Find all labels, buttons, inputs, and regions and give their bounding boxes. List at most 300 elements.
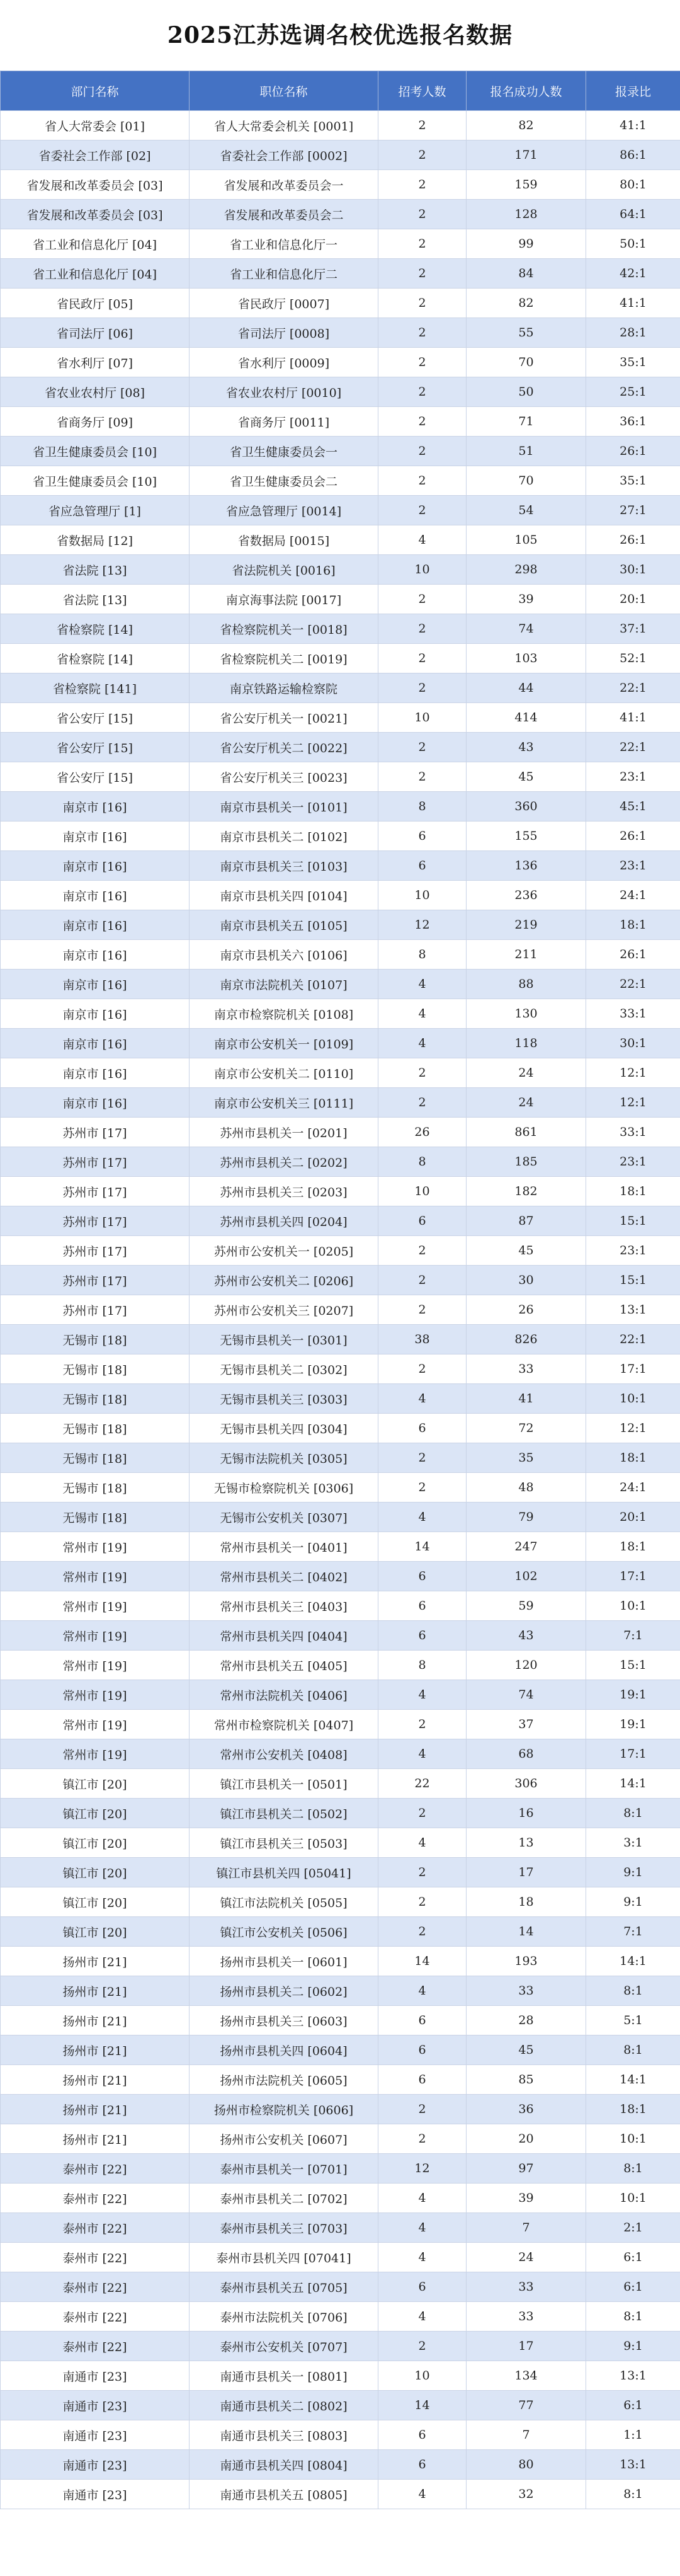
cell-applicants: 70 — [467, 348, 586, 377]
table-row — [1, 1147, 680, 1177]
cell-position: 苏州市县机关二 [0202] — [190, 1147, 378, 1177]
cell-applicants: 17 — [467, 1858, 586, 1887]
cell-department: 省发展和改革委员会 [03] — [1, 200, 190, 229]
cell-applicants: 84 — [467, 259, 586, 289]
cell-applicants: 74 — [467, 614, 586, 644]
cell-quota: 2 — [378, 673, 467, 703]
cell-ratio: 23:1 — [586, 851, 680, 881]
cell-position: 镇江市公安机关 [0506] — [190, 1917, 378, 1947]
cell-department: 无锡市 [18] — [1, 1384, 190, 1414]
cell-quota: 2 — [378, 644, 467, 673]
table-row — [1, 2332, 680, 2361]
cell-quota: 6 — [378, 2065, 467, 2095]
cell-ratio: 8:1 — [586, 1976, 680, 2006]
cell-position: 南京市县机关四 [0104] — [190, 881, 378, 910]
cell-department: 省司法厅 [06] — [1, 318, 190, 348]
table-row — [1, 2184, 680, 2213]
table-row — [1, 1828, 680, 1858]
cell-department: 省应急管理厅 [1] — [1, 496, 190, 525]
cell-position: 常州市县机关二 [0402] — [190, 1562, 378, 1591]
cell-applicants: 82 — [467, 289, 586, 318]
cell-department: 省检察院 [14] — [1, 644, 190, 673]
table-row — [1, 289, 680, 318]
table-row — [1, 1917, 680, 1947]
table-row — [1, 2450, 680, 2480]
cell-applicants: 360 — [467, 792, 586, 821]
cell-applicants: 99 — [467, 229, 586, 259]
table-row — [1, 1443, 680, 1473]
cell-position: 苏州市县机关一 [0201] — [190, 1118, 378, 1147]
cell-position: 省公安厅机关一 [0021] — [190, 703, 378, 733]
cell-ratio: 9:1 — [586, 1887, 680, 1917]
table-row — [1, 377, 680, 407]
table-row — [1, 1621, 680, 1651]
cell-position: 省检察院机关二 [0019] — [190, 644, 378, 673]
cell-applicants: 20 — [467, 2124, 586, 2154]
cell-quota: 8 — [378, 792, 467, 821]
cell-applicants: 32 — [467, 2480, 586, 2509]
cell-quota: 2 — [378, 762, 467, 792]
table-row — [1, 1088, 680, 1118]
cell-department: 泰州市 [22] — [1, 2154, 190, 2184]
cell-department: 南京市 [16] — [1, 881, 190, 910]
cell-ratio: 3:1 — [586, 1828, 680, 1858]
table-row — [1, 525, 680, 555]
cell-department: 泰州市 [22] — [1, 2243, 190, 2272]
cell-ratio: 35:1 — [586, 466, 680, 496]
cell-department: 镇江市 [20] — [1, 1828, 190, 1858]
cell-department: 南京市 [16] — [1, 999, 190, 1029]
cell-position: 苏州市公安机关三 [0207] — [190, 1295, 378, 1325]
cell-applicants: 71 — [467, 407, 586, 437]
cell-ratio: 8:1 — [586, 2154, 680, 2184]
cell-department: 省民政厅 [05] — [1, 289, 190, 318]
table-row — [1, 2391, 680, 2420]
cell-department: 无锡市 [18] — [1, 1414, 190, 1443]
table-row — [1, 703, 680, 733]
table-row — [1, 1384, 680, 1414]
cell-applicants: 136 — [467, 851, 586, 881]
cell-position: 省公安厅机关三 [0023] — [190, 762, 378, 792]
cell-ratio: 15:1 — [586, 1206, 680, 1236]
cell-quota: 2 — [378, 377, 467, 407]
cell-position: 省水利厅 [0009] — [190, 348, 378, 377]
cell-applicants: 48 — [467, 1473, 586, 1503]
cell-department: 省委社会工作部 [02] — [1, 140, 190, 170]
cell-applicants: 171 — [467, 140, 586, 170]
cell-quota: 2 — [378, 2332, 467, 2361]
cell-department: 省商务厅 [09] — [1, 407, 190, 437]
table-row — [1, 1266, 680, 1295]
cell-position: 南京铁路运输检察院 — [190, 673, 378, 703]
cell-department: 苏州市 [17] — [1, 1266, 190, 1295]
table-row — [1, 555, 680, 585]
table-row — [1, 407, 680, 437]
cell-ratio: 15:1 — [586, 1266, 680, 1295]
cell-quota: 4 — [378, 1384, 467, 1414]
cell-department: 泰州市 [22] — [1, 2302, 190, 2332]
cell-department: 苏州市 [17] — [1, 1295, 190, 1325]
cell-ratio: 10:1 — [586, 2184, 680, 2213]
cell-ratio: 12:1 — [586, 1088, 680, 1118]
cell-position: 常州市县机关一 [0401] — [190, 1532, 378, 1562]
table-row — [1, 200, 680, 229]
cell-department: 泰州市 [22] — [1, 2272, 190, 2302]
cell-applicants: 88 — [467, 970, 586, 999]
table-row — [1, 259, 680, 289]
table-row — [1, 1858, 680, 1887]
cell-applicants: 33 — [467, 2302, 586, 2332]
table-row — [1, 2272, 680, 2302]
cell-ratio: 8:1 — [586, 2480, 680, 2509]
cell-department: 常州市 [19] — [1, 1591, 190, 1621]
cell-quota: 4 — [378, 999, 467, 1029]
cell-applicants: 45 — [467, 1236, 586, 1266]
table-row — [1, 1236, 680, 1266]
cell-ratio: 17:1 — [586, 1739, 680, 1769]
cell-quota: 2 — [378, 1295, 467, 1325]
page-title: 2025江苏选调名校优选报名数据 — [167, 22, 513, 49]
cell-ratio: 19:1 — [586, 1680, 680, 1710]
cell-department: 省法院 [13] — [1, 585, 190, 614]
cell-ratio: 35:1 — [586, 348, 680, 377]
table-row — [1, 910, 680, 940]
cell-applicants: 219 — [467, 910, 586, 940]
column-header-quota: 招考人数 — [378, 71, 467, 111]
cell-ratio: 8:1 — [586, 2035, 680, 2065]
cell-position: 扬州市公安机关 [0607] — [190, 2124, 378, 2154]
cell-position: 南京市县机关六 [0106] — [190, 940, 378, 970]
cell-department: 省水利厅 [07] — [1, 348, 190, 377]
cell-applicants: 54 — [467, 496, 586, 525]
cell-applicants: 50 — [467, 377, 586, 407]
cell-ratio: 23:1 — [586, 1147, 680, 1177]
table-row — [1, 466, 680, 496]
cell-position: 南通市县机关三 [0803] — [190, 2420, 378, 2450]
column-header-ratio: 报录比 — [586, 71, 680, 111]
table-row — [1, 733, 680, 762]
cell-applicants: 118 — [467, 1029, 586, 1058]
table-row — [1, 1562, 680, 1591]
cell-quota: 10 — [378, 1177, 467, 1206]
cell-quota: 14 — [378, 1947, 467, 1976]
cell-quota: 6 — [378, 2272, 467, 2302]
cell-ratio: 26:1 — [586, 437, 680, 466]
table-row — [1, 2480, 680, 2509]
cell-ratio: 17:1 — [586, 1562, 680, 1591]
cell-applicants: 103 — [467, 644, 586, 673]
cell-quota: 2 — [378, 1443, 467, 1473]
cell-applicants: 59 — [467, 1591, 586, 1621]
cell-position: 省发展和改革委员会一 — [190, 170, 378, 200]
cell-ratio: 18:1 — [586, 2095, 680, 2124]
cell-position: 镇江市县机关二 [0502] — [190, 1799, 378, 1828]
cell-position: 省农业农村厅 [0010] — [190, 377, 378, 407]
cell-department: 南京市 [16] — [1, 970, 190, 999]
cell-department: 镇江市 [20] — [1, 1887, 190, 1917]
cell-position: 苏州市公安机关二 [0206] — [190, 1266, 378, 1295]
cell-applicants: 79 — [467, 1503, 586, 1532]
cell-applicants: 13 — [467, 1828, 586, 1858]
table-row — [1, 1532, 680, 1562]
cell-ratio: 18:1 — [586, 910, 680, 940]
cell-department: 无锡市 [18] — [1, 1473, 190, 1503]
cell-applicants: 68 — [467, 1739, 586, 1769]
cell-quota: 22 — [378, 1769, 467, 1799]
cell-position: 南京市公安机关一 [0109] — [190, 1029, 378, 1058]
cell-applicants: 77 — [467, 2391, 586, 2420]
table-row — [1, 1799, 680, 1828]
cell-applicants: 18 — [467, 1887, 586, 1917]
cell-quota: 2 — [378, 1917, 467, 1947]
cell-quota: 2 — [378, 170, 467, 200]
cell-position: 省应急管理厅 [0014] — [190, 496, 378, 525]
cell-ratio: 28:1 — [586, 318, 680, 348]
table-row — [1, 1058, 680, 1088]
cell-department: 南通市 [23] — [1, 2361, 190, 2391]
table-row — [1, 1325, 680, 1354]
cell-applicants: 134 — [467, 2361, 586, 2391]
cell-applicants: 39 — [467, 585, 586, 614]
cell-quota: 2 — [378, 318, 467, 348]
cell-ratio: 17:1 — [586, 1354, 680, 1384]
cell-position: 南京市公安机关二 [0110] — [190, 1058, 378, 1088]
cell-quota: 8 — [378, 1651, 467, 1680]
cell-applicants: 36 — [467, 2095, 586, 2124]
cell-position: 南京海事法院 [0017] — [190, 585, 378, 614]
cell-position: 扬州市法院机关 [0605] — [190, 2065, 378, 2095]
cell-department: 苏州市 [17] — [1, 1177, 190, 1206]
cell-ratio: 33:1 — [586, 999, 680, 1029]
cell-department: 省检察院 [14] — [1, 614, 190, 644]
cell-department: 泰州市 [22] — [1, 2332, 190, 2361]
cell-applicants: 24 — [467, 2243, 586, 2272]
cell-ratio: 13:1 — [586, 2450, 680, 2480]
cell-department: 省数据局 [12] — [1, 525, 190, 555]
cell-position: 南京市县机关一 [0101] — [190, 792, 378, 821]
cell-quota: 2 — [378, 348, 467, 377]
cell-ratio: 18:1 — [586, 1177, 680, 1206]
cell-position: 扬州市检察院机关 [0606] — [190, 2095, 378, 2124]
cell-quota: 4 — [378, 2184, 467, 2213]
cell-quota: 14 — [378, 1532, 467, 1562]
cell-ratio: 10:1 — [586, 1591, 680, 1621]
cell-position: 南京市县机关五 [0105] — [190, 910, 378, 940]
cell-position: 镇江市县机关四 [05041] — [190, 1858, 378, 1887]
cell-ratio: 36:1 — [586, 407, 680, 437]
cell-quota: 2 — [378, 259, 467, 289]
cell-position: 泰州市公安机关 [0707] — [190, 2332, 378, 2361]
cell-applicants: 236 — [467, 881, 586, 910]
cell-ratio: 20:1 — [586, 585, 680, 614]
cell-position: 镇江市县机关一 [0501] — [190, 1769, 378, 1799]
cell-applicants: 193 — [467, 1947, 586, 1976]
cell-department: 省公安厅 [15] — [1, 733, 190, 762]
cell-quota: 12 — [378, 2154, 467, 2184]
cell-applicants: 306 — [467, 1769, 586, 1799]
table-row — [1, 496, 680, 525]
cell-ratio: 42:1 — [586, 259, 680, 289]
column-header-department: 部门名称 — [1, 71, 190, 111]
cell-position: 省公安厅机关二 [0022] — [190, 733, 378, 762]
table-row — [1, 1414, 680, 1443]
cell-ratio: 22:1 — [586, 673, 680, 703]
cell-quota: 6 — [378, 821, 467, 851]
cell-quota: 4 — [378, 1828, 467, 1858]
cell-quota: 4 — [378, 1739, 467, 1769]
cell-department: 省工业和信息化厅 [04] — [1, 259, 190, 289]
cell-position: 无锡市法院机关 [0305] — [190, 1443, 378, 1473]
cell-ratio: 10:1 — [586, 2124, 680, 2154]
cell-position: 扬州市县机关一 [0601] — [190, 1947, 378, 1976]
cell-position: 泰州市县机关四 [07041] — [190, 2243, 378, 2272]
cell-quota: 4 — [378, 2480, 467, 2509]
column-header-position: 职位名称 — [190, 71, 378, 111]
cell-ratio: 8:1 — [586, 2302, 680, 2332]
table-row — [1, 170, 680, 200]
cell-department: 省卫生健康委员会 [10] — [1, 437, 190, 466]
cell-quota: 2 — [378, 289, 467, 318]
cell-applicants: 85 — [467, 2065, 586, 2095]
cell-department: 苏州市 [17] — [1, 1206, 190, 1236]
table-row — [1, 2213, 680, 2243]
cell-ratio: 5:1 — [586, 2006, 680, 2035]
cell-position: 泰州市县机关三 [0703] — [190, 2213, 378, 2243]
cell-applicants: 44 — [467, 673, 586, 703]
cell-applicants: 102 — [467, 1562, 586, 1591]
cell-position: 泰州市县机关五 [0705] — [190, 2272, 378, 2302]
cell-applicants: 14 — [467, 1917, 586, 1947]
cell-ratio: 10:1 — [586, 1384, 680, 1414]
cell-position: 南通市县机关四 [0804] — [190, 2450, 378, 2480]
cell-position: 南通市县机关二 [0802] — [190, 2391, 378, 2420]
table-row — [1, 318, 680, 348]
cell-applicants: 28 — [467, 2006, 586, 2035]
cell-position: 南京市县机关三 [0103] — [190, 851, 378, 881]
table-row — [1, 2302, 680, 2332]
cell-position: 扬州市县机关四 [0604] — [190, 2035, 378, 2065]
cell-quota: 4 — [378, 1680, 467, 1710]
cell-position: 常州市法院机关 [0406] — [190, 1680, 378, 1710]
cell-position: 省法院机关 [0016] — [190, 555, 378, 585]
cell-quota: 2 — [378, 1710, 467, 1739]
cell-ratio: 12:1 — [586, 1414, 680, 1443]
cell-position: 苏州市公安机关一 [0205] — [190, 1236, 378, 1266]
cell-quota: 4 — [378, 2213, 467, 2243]
cell-position: 省民政厅 [0007] — [190, 289, 378, 318]
cell-department: 南京市 [16] — [1, 821, 190, 851]
cell-applicants: 45 — [467, 2035, 586, 2065]
table-row — [1, 970, 680, 999]
table-row — [1, 1651, 680, 1680]
cell-department: 南京市 [16] — [1, 910, 190, 940]
cell-position: 常州市公安机关 [0408] — [190, 1739, 378, 1769]
cell-department: 省工业和信息化厅 [04] — [1, 229, 190, 259]
cell-department: 南京市 [16] — [1, 1029, 190, 1058]
cell-ratio: 9:1 — [586, 2332, 680, 2361]
cell-position: 省工业和信息化厅二 — [190, 259, 378, 289]
table-row — [1, 2243, 680, 2272]
cell-ratio: 23:1 — [586, 1236, 680, 1266]
cell-applicants: 185 — [467, 1147, 586, 1177]
cell-applicants: 74 — [467, 1680, 586, 1710]
cell-quota: 2 — [378, 2124, 467, 2154]
table-row — [1, 229, 680, 259]
table-row — [1, 348, 680, 377]
table-row — [1, 851, 680, 881]
cell-position: 省卫生健康委员会一 — [190, 437, 378, 466]
cell-quota: 4 — [378, 1976, 467, 2006]
cell-department: 南京市 [16] — [1, 940, 190, 970]
cell-position: 泰州市县机关一 [0701] — [190, 2154, 378, 2184]
cell-position: 无锡市检察院机关 [0306] — [190, 1473, 378, 1503]
table-row — [1, 1887, 680, 1917]
cell-quota: 8 — [378, 1147, 467, 1177]
cell-quota: 6 — [378, 2420, 467, 2450]
cell-department: 省法院 [13] — [1, 555, 190, 585]
cell-applicants: 33 — [467, 1354, 586, 1384]
cell-quota: 2 — [378, 1088, 467, 1118]
cell-quota: 2 — [378, 200, 467, 229]
table-row — [1, 2420, 680, 2450]
cell-ratio: 24:1 — [586, 881, 680, 910]
cell-department: 南京市 [16] — [1, 1088, 190, 1118]
cell-applicants: 414 — [467, 703, 586, 733]
cell-quota: 6 — [378, 1621, 467, 1651]
cell-quota: 2 — [378, 140, 467, 170]
table-row — [1, 1295, 680, 1325]
cell-ratio: 26:1 — [586, 525, 680, 555]
cell-applicants: 130 — [467, 999, 586, 1029]
cell-position: 镇江市县机关三 [0503] — [190, 1828, 378, 1858]
table-row — [1, 2006, 680, 2035]
cell-applicants: 120 — [467, 1651, 586, 1680]
cell-quota: 6 — [378, 1562, 467, 1591]
cell-applicants: 43 — [467, 733, 586, 762]
cell-department: 南京市 [16] — [1, 1058, 190, 1088]
cell-ratio: 41:1 — [586, 111, 680, 140]
cell-applicants: 35 — [467, 1443, 586, 1473]
cell-quota: 2 — [378, 466, 467, 496]
cell-applicants: 72 — [467, 1414, 586, 1443]
cell-position: 泰州市县机关二 [0702] — [190, 2184, 378, 2213]
cell-applicants: 16 — [467, 1799, 586, 1828]
cell-applicants: 82 — [467, 111, 586, 140]
cell-quota: 2 — [378, 1058, 467, 1088]
cell-quota: 6 — [378, 851, 467, 881]
cell-quota: 2 — [378, 1236, 467, 1266]
cell-department: 省卫生健康委员会 [10] — [1, 466, 190, 496]
cell-ratio: 7:1 — [586, 1621, 680, 1651]
table-row — [1, 940, 680, 970]
table-row — [1, 2065, 680, 2095]
cell-department: 常州市 [19] — [1, 1651, 190, 1680]
cell-ratio: 64:1 — [586, 200, 680, 229]
cell-department: 扬州市 [21] — [1, 2006, 190, 2035]
cell-department: 扬州市 [21] — [1, 1947, 190, 1976]
cell-position: 省发展和改革委员会二 — [190, 200, 378, 229]
cell-ratio: 26:1 — [586, 821, 680, 851]
table-row — [1, 1503, 680, 1532]
table-row — [1, 1118, 680, 1147]
cell-department: 苏州市 [17] — [1, 1147, 190, 1177]
cell-applicants: 17 — [467, 2332, 586, 2361]
cell-ratio: 37:1 — [586, 614, 680, 644]
cell-position: 扬州市县机关三 [0603] — [190, 2006, 378, 2035]
cell-department: 无锡市 [18] — [1, 1325, 190, 1354]
cell-department: 常州市 [19] — [1, 1621, 190, 1651]
cell-position: 无锡市公安机关 [0307] — [190, 1503, 378, 1532]
